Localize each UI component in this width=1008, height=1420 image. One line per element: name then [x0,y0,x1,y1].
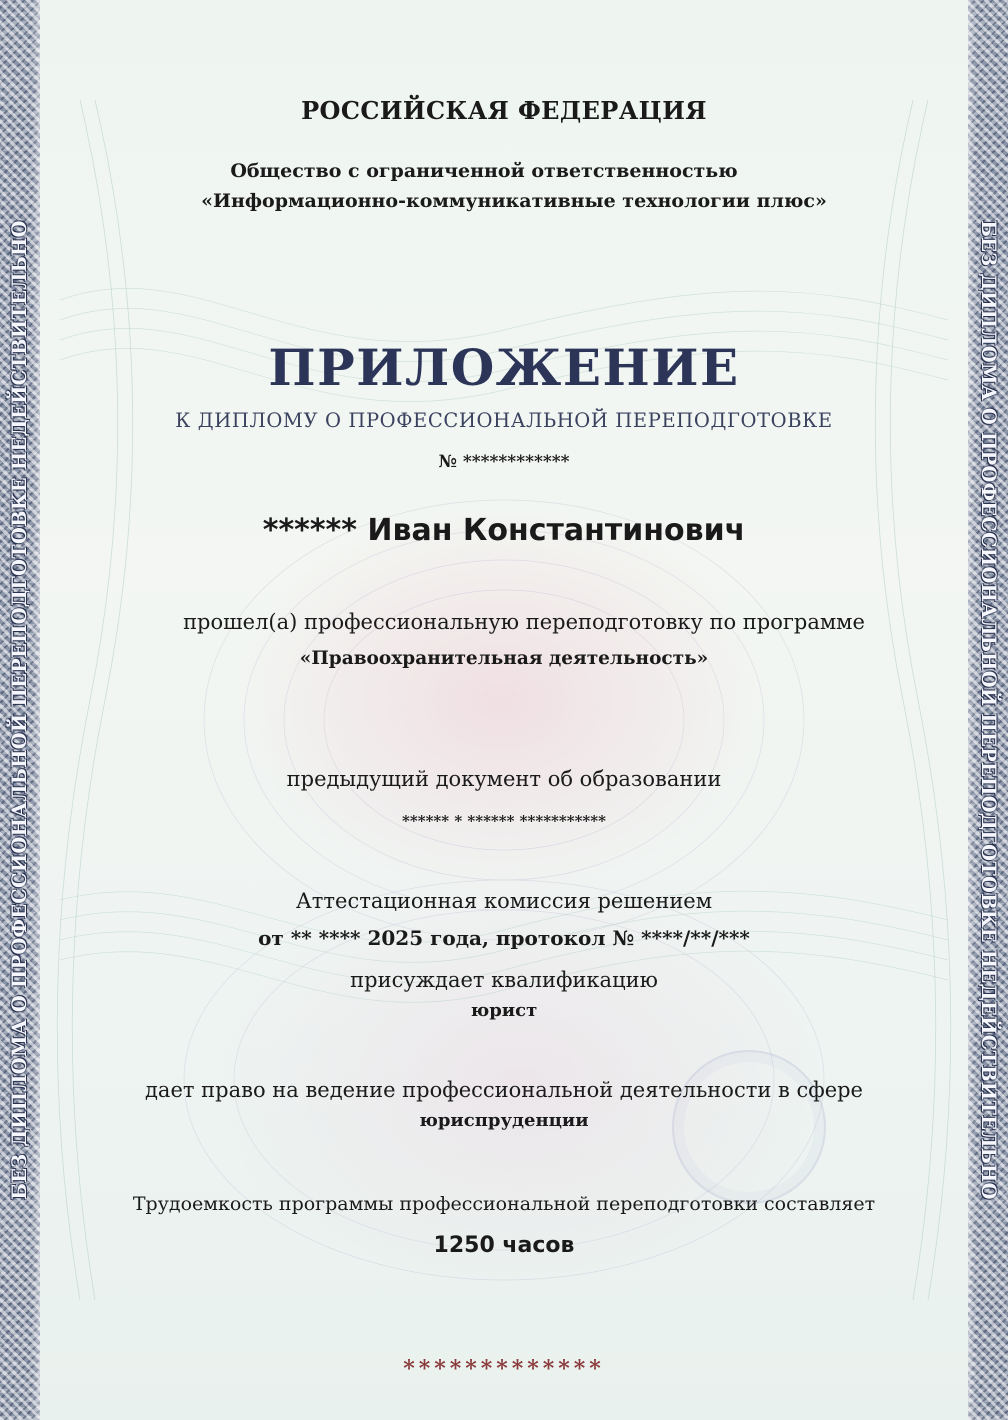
document-title: ПРИЛОЖЕНИЕ [268,338,740,397]
right-border-warning-text: БЕЗ ДИПЛОМА О ПРОФЕССИОНАЛЬНОЙ ПЕРЕПОДГОТОВКЕ НЕДЕЙСТВИТЕЛЬНО [977,220,1000,1200]
qualification-value: юрист [470,1000,538,1021]
document-number: № ************ [438,452,570,472]
labor-intensity-hours: 1250 часов [433,1233,575,1258]
labor-intensity-label: Трудоемкость программы профессиональной переподготовки составляет [132,1193,876,1215]
holder-name: ****** Иван Константинович [262,513,746,548]
previous-document-label: предыдущий документ об образовании [286,767,722,791]
program-name: «Правоохранительная деятельность» [299,648,709,669]
serial-number: ************* [403,1356,605,1382]
organization-form-line: Общество с ограниченной ответственностью [230,160,738,182]
organization-name-line: «Информационно-коммуникативные технологии плюс» [201,190,827,212]
rights-label: дает право на ведение профессиональной деятельности в сфере [145,1078,863,1102]
qualification-awards-label: присуждает квалификацию [350,968,658,992]
rights-sphere: юриспруденции [419,1110,589,1131]
country-heading: РОССИЙСКАЯ ФЕДЕРАЦИЯ [301,96,707,125]
commission-label: Аттестационная комиссия решением [295,889,713,913]
previous-document-value: ****** * ****** *********** [402,812,606,830]
program-passed-text: прошел(а) профессиональную переподготовку по программе [183,610,865,634]
document-subtitle: К ДИПЛОМУ О ПРОФЕССИОНАЛЬНОЙ ПЕРЕПОДГОТОВКЕ [175,409,833,432]
left-border-warning-text: БЕЗ ДИПЛОМА О ПРОФЕССИОНАЛЬНОЙ ПЕРЕПОДГОТОВКЕ НЕДЕЙСТВИТЕЛЬНО [8,220,31,1200]
commission-decision: от ** **** 2025 года, протокол № ****/**/*** [258,926,750,950]
